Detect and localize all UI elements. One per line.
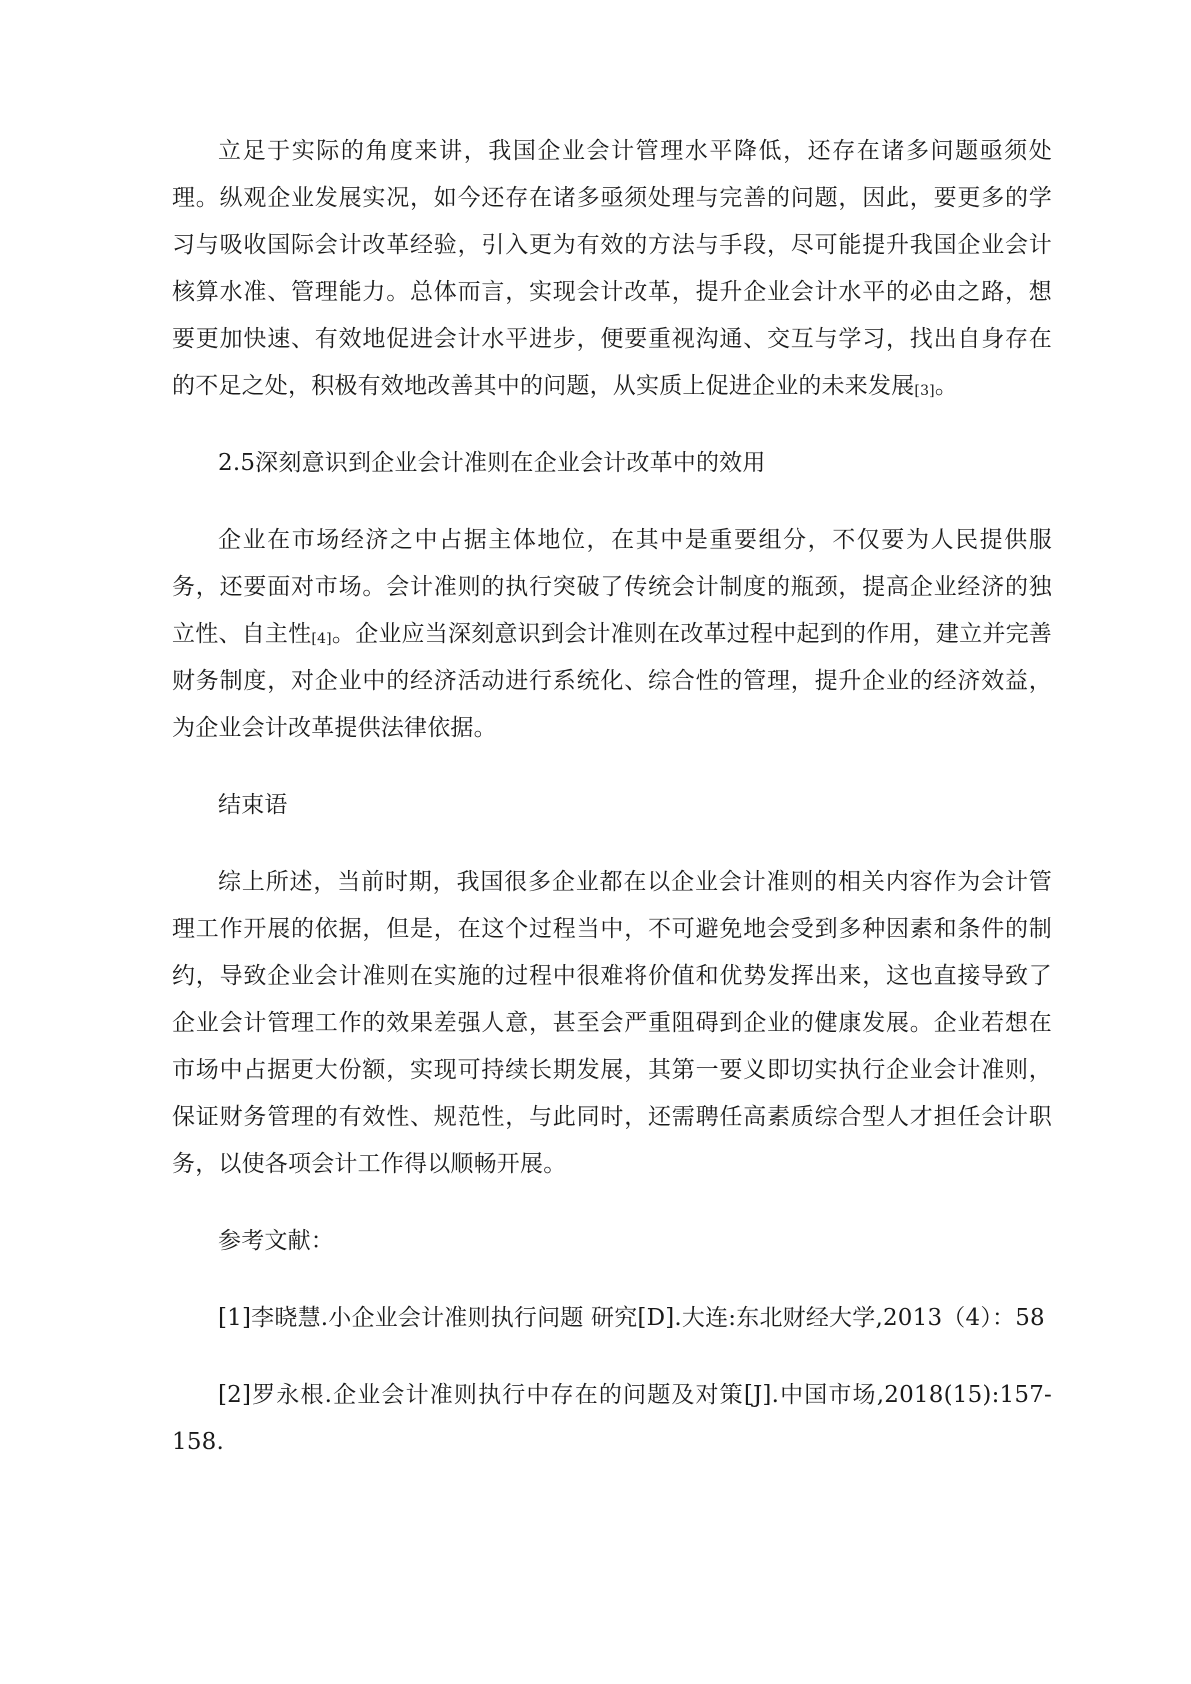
- citation-4: [4]: [311, 631, 332, 647]
- references-heading: 参考文献：: [218, 1228, 334, 1254]
- body-paragraph-3: 综上所述，当前时期，我国很多企业都在以企业会计准则的相关内容作为会计管理工作开展的依据，但是，在这个过程当中，不可避免地会受到多种因素和条件的制约，导致企业会计准则在实施的过程中很难将价值和优势发挥出来，这也直接导致了企业会计管理工作的效果差强人意，甚至会严重阻碍到企业的健康发展。企业若想在市场中占据更大份额，实现可持续长期发展，其第一要义即切实执行企业会计准则，保证财务管理的有效性、规范性，与此同时，还需聘任高素质综合型人才担任会计职务，以使各项会计工作得以顺畅开展。: [172, 869, 1052, 1177]
- paragraph-1-end: 。: [934, 373, 959, 399]
- reference-item-2: [2]罗永根.企业会计准则执行中存在的问题及对策[J].中国市场,2018(15):157- 158.: [172, 1382, 1052, 1455]
- paragraph-1-text: 立足于实际的角度来讲，我国企业会计管理水平降低，还存在诸多问题亟须处理。纵观企业发展实况，如今还存在诸多亟须处理与完善的问题，因此，要更多的学习与吸收国际会计改革经验，引入更为有效的方法与手段，尽可能提升我国企业会计核算水准、管理能力。总体而言，实现会计改革，提升企业会计水平的必由之路，想要更加快速、有效地促进会计水平进步，便要重视沟通、交互与学习，找出自身存在的不足之处，积极有效地改善其中的问题，从实质上促进企业的未来发展: [172, 138, 1052, 399]
- document-body: [172, 128, 1052, 1466]
- section-heading-2-5: 2.5深刻意识到企业会计准则在企业会计改革中的效用: [218, 450, 766, 476]
- citation-3: [3]: [914, 383, 935, 399]
- body-paragraph-1: [172, 128, 1052, 410]
- paragraph-2-text-b: 。企业应当深刻意识到会计准则在改革过程中起到的作用，建立并完善财务制度，对企业中的经济活动进行系统化、综合性的管理，提升企业的经济效益，为企业会计改革提供法律依据。: [172, 621, 1052, 741]
- body-paragraph-2: [172, 517, 1052, 752]
- reference-item-1: [1]李晓慧.小企业会计准则执行问题 研究[D].大连:东北财经大学,2013（4）：58: [218, 1305, 1045, 1331]
- conclusion-heading: 结束语: [218, 792, 288, 818]
- paragraph-2-text-a: 企业在市场经济之中占据主体地位，在其中是重要组分，不仅要为人民提供服务，还要面对市场。会计准则的执行突破了传统会计制度的瓶颈，提高企业经济的独立性、自主性: [172, 527, 1052, 647]
